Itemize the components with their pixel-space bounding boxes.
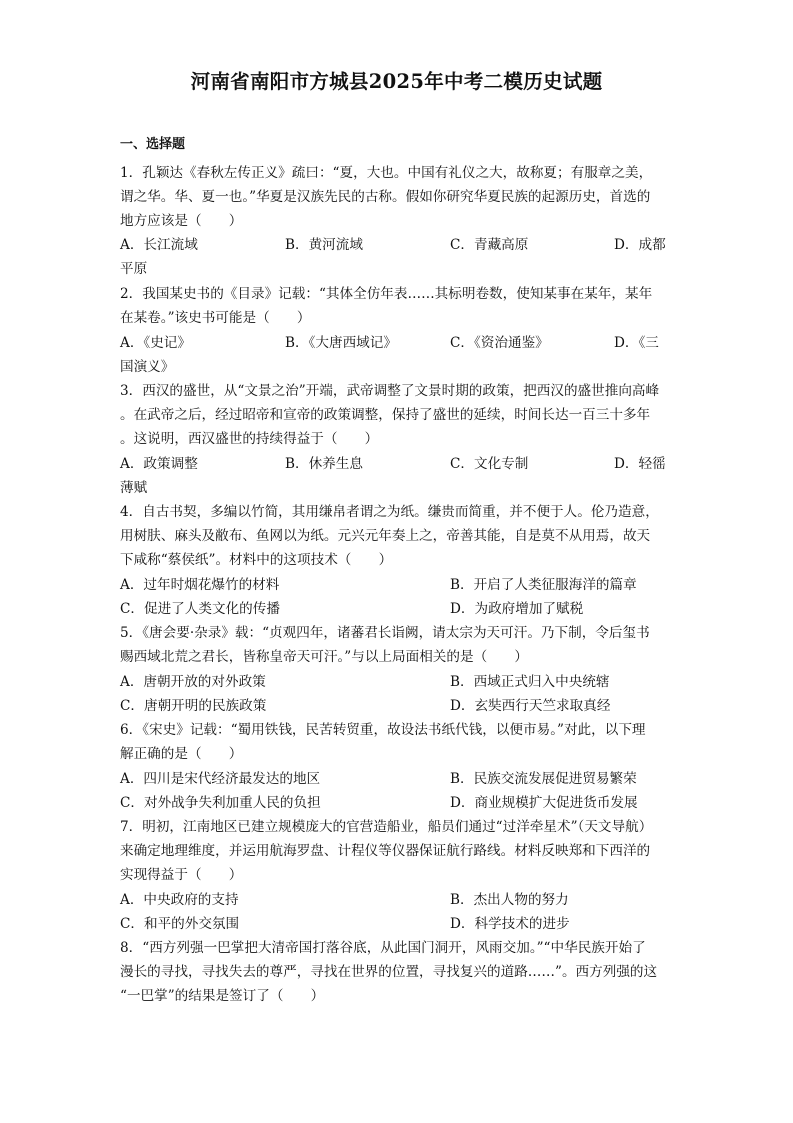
q2-option-a: A．《史记》 <box>120 335 191 351</box>
q3-line-2: 。在武帝之后，经过昭帝和宣帝的政策调整，保持了盛世的延续，时间长达一百三十多年 <box>120 407 651 423</box>
section-heading: 一、选择题 <box>120 137 186 152</box>
q4-line-3: 下咸称“蔡侯纸”。材料中的这项技术（ ） <box>120 552 393 568</box>
q3-line-3: 。这说明，西汉盛世的持续得益于（ ） <box>120 431 379 447</box>
q7-line-2: 来确定地理维度，并运用航海罗盘、计程仪等仪器保证航行路线。材料反映郑和下西洋的 <box>120 843 651 859</box>
q8-line-3: “一巴掌”的结果是签订了（ ） <box>120 988 325 1004</box>
q3-line-1: 3．西汉的盛世，从“文景之治”开端，武帝调整了文景时期的政策，把西汉的盛世推向高峰 <box>120 383 660 399</box>
q8-line-2: 漫长的寻找，寻找失去的尊严，寻找在世界的位置，寻找复兴的道路……”。西方列强的这 <box>120 964 658 980</box>
q3-option-b: B．休养生息 <box>285 456 363 472</box>
q2-option-d-wrap: 国演义》 <box>120 359 175 375</box>
q3-option-d-wrap: 薄赋 <box>120 480 148 496</box>
q2-option-c: C．《资治通鉴》 <box>450 335 549 351</box>
q2-option-b: B．《大唐西域记》 <box>285 335 397 351</box>
q5-option-a: A．唐朝开放的对外政策 <box>120 674 266 690</box>
q4-line-2: 用树肤、麻头及敝布、鱼网以为纸。元兴元年奏上之，帝善其能，自是莫不从用焉，故天 <box>120 528 651 544</box>
q2-line-2: 在某卷。”该史书可能是（ ） <box>120 310 311 326</box>
q7-option-d: D．科学技术的进步 <box>450 916 570 932</box>
q7-option-b: B．杰出人物的努力 <box>450 892 569 908</box>
q6-line-1: 6．《宋史》记载：“蜀用铁钱，民苦转贸重，故设法书纸代钱，以便市易。”对此，以下理 <box>120 722 646 738</box>
q8-line-1: 8．“西方列强一巴掌把大清帝国打落谷底，从此国门洞开，风雨交加。”“中华民族开始了 <box>120 940 646 956</box>
q7-line-3: 实现得益于（ ） <box>120 867 243 883</box>
q5-line-2: 赐西域北荒之君长，皆称皇帝天可汗。”与以上局面相关的是（ ） <box>120 649 528 665</box>
q2-line-1: 2．我国某史书的《目录》记载：“其体全仿年表……其标明卷数，使知某事在某年，某年 <box>120 286 653 302</box>
q7-option-a: A．中央政府的支持 <box>120 892 239 908</box>
q7-option-c: C．和平的外交氛围 <box>120 916 240 932</box>
q7-line-1: 7．明初，江南地区已建立规模庞大的官营造船业，船员们通过“过洋牵星术”（天文导航） <box>120 819 653 835</box>
q5-option-c: C．唐朝开明的民族政策 <box>120 698 267 714</box>
q1-line-3: 地方应该是（ ） <box>120 213 243 229</box>
q1-option-d-wrap: 平原 <box>120 261 148 277</box>
q6-option-a: A．四川是宋代经济最发达的地区 <box>120 771 321 787</box>
q6-option-b: B．民族交流发展促进贸易繁荣 <box>450 771 637 787</box>
q4-option-b: B．开启了人类征服海洋的篇章 <box>450 577 637 593</box>
q3-option-a: A．政策调整 <box>120 456 198 472</box>
q5-line-1: 5．《唐会要·杂录》载：“贞观四年，诸蕃君长诣阙，请太宗为天可汗。乃下制，令后玺书 <box>120 625 650 641</box>
q1-option-c: C．青藏高原 <box>450 237 529 253</box>
q6-option-d: D．商业规模扩大促进货币发展 <box>450 795 638 811</box>
q1-line-1: 1．孔颖达《春秋左传正义》疏曰：“夏，大也。中国有礼仪之大，故称夏；有服章之美， <box>120 165 653 181</box>
q3-option-d: D．轻徭 <box>614 456 666 472</box>
q2-option-d: D．《三 <box>614 335 659 351</box>
q6-line-2: 解正确的是（ ） <box>120 746 243 762</box>
q4-option-c: C．促进了人类文化的传播 <box>120 601 280 617</box>
q1-line-2: 谓之华。华、夏一也。”华夏是汉族先民的古称。假如你研究华夏民族的起源历史，首选的 <box>120 189 651 205</box>
q1-option-b: B．黄河流域 <box>285 237 363 253</box>
q4-option-a: A．过年时烟花爆竹的材料 <box>120 577 280 593</box>
q5-option-b: B．西域正式归入中央统辖 <box>450 674 610 690</box>
q1-option-d: D．成都 <box>614 237 666 253</box>
q4-option-d: D．为政府增加了赋税 <box>450 601 584 617</box>
q3-option-c: C．文化专制 <box>450 456 529 472</box>
q1-option-a: A．长江流域 <box>120 237 198 253</box>
q5-option-d: D．玄奘西行天竺求取真经 <box>450 698 611 714</box>
q4-line-1: 4．自古书契，多编以竹简，其用缣帛者谓之为纸。缣贵而简重，并不便于人。伦乃造意， <box>120 504 659 520</box>
page-title: 河南省南阳市方城县2025年中考二模历史试题 <box>190 70 603 93</box>
q6-option-c: C．对外战争失利加重人民的负担 <box>120 795 321 811</box>
